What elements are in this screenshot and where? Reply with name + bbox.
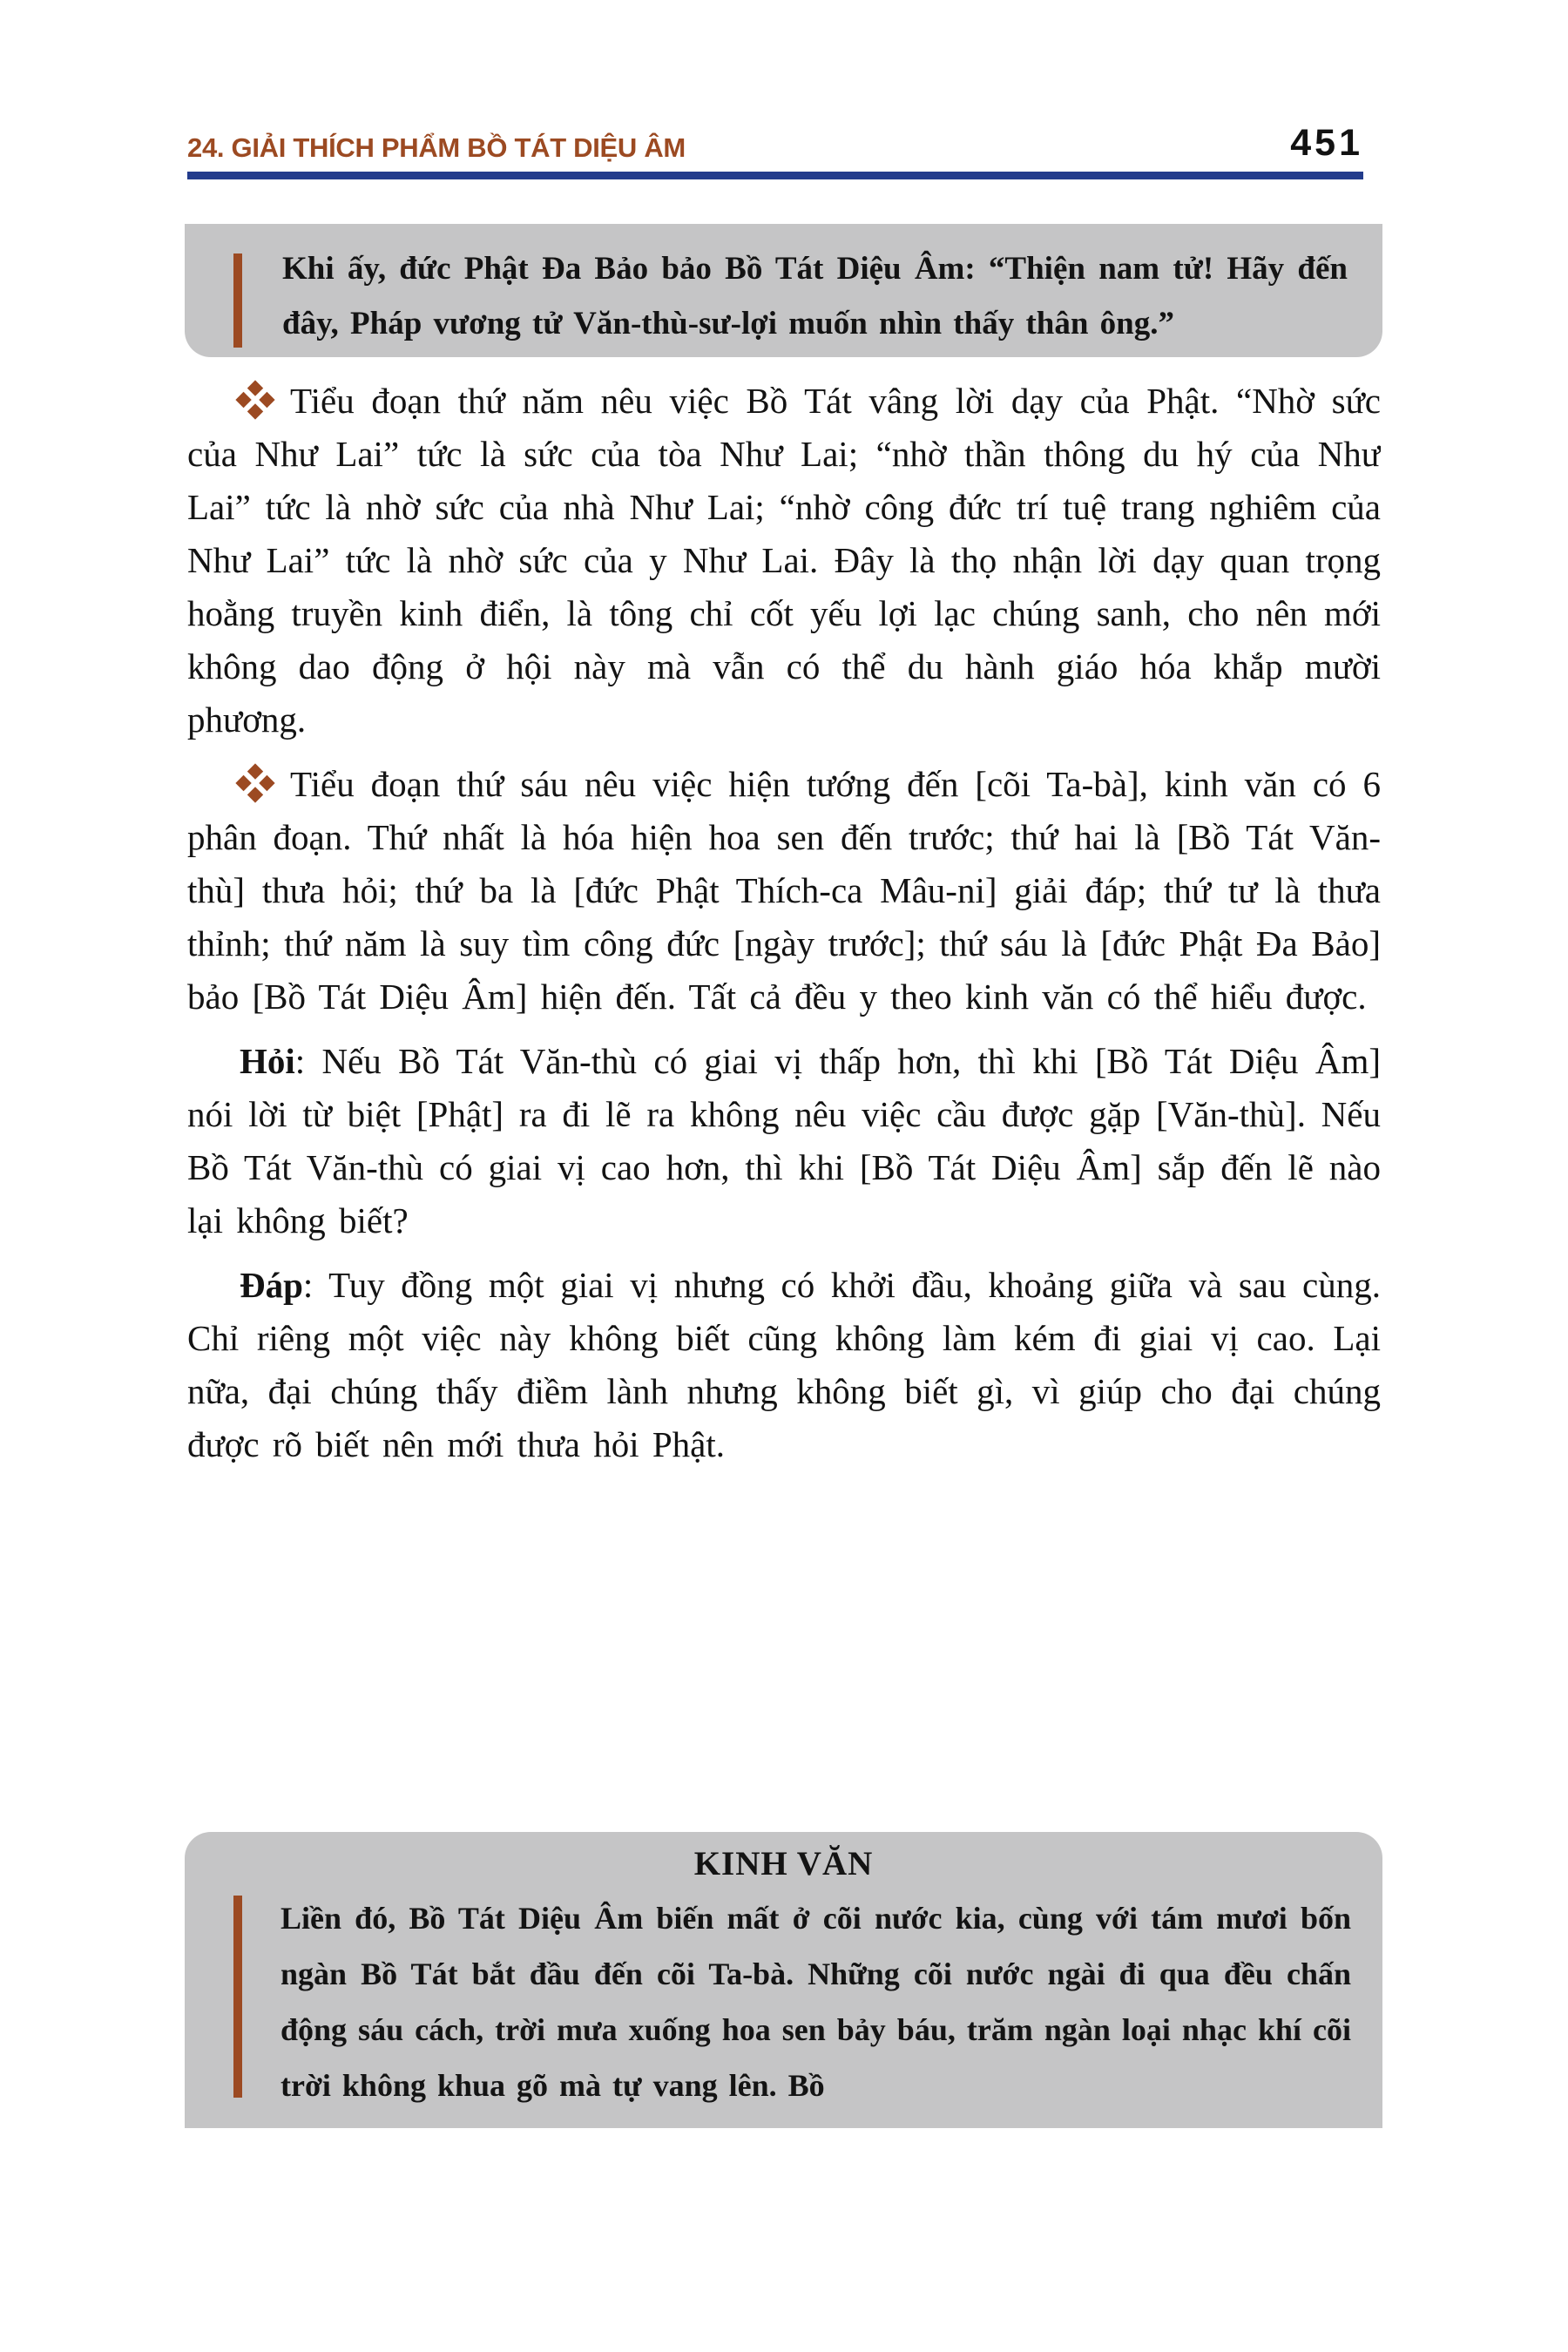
header-rule <box>187 172 1363 179</box>
paragraph-answer <box>187 1259 1381 1471</box>
scripture-box-title: KINH VĂN <box>693 1845 874 1882</box>
scripture-box <box>185 1832 1382 2128</box>
scripture-text: Liền đó, Bồ Tát Diệu Âm biến mất ở cõi nước kia, cùng với tám mươi bốn ngàn Bồ Tát bắt đầu đến cõi Ta-bà. Những cõi nước ngài đi qua đều chấn động sáu cách, trời mưa xuống hoa sen bảy báu, trăm ngàn loại nhạc khí cõi trời không khua gõ mà tự vang lên. Bồ <box>280 1901 1351 2103</box>
paragraph-six <box>187 758 1381 1024</box>
running-header-chapter-title: 24. GIẢI THÍCH PHẨM BỒ TÁT DIỆU ÂM <box>187 132 686 163</box>
paragraph-text: : Tuy đồng một giai vị nhưng có khởi đầu, khoảng giữa và sau cùng. Chỉ riêng một việc này không biết cũng không làm kém đi giai vị cao. Lại nữa, đại chúng thấy điềm lành nhưng không biết gì, vì giúp cho đại chúng được rõ biết nên mới thưa hỏi Phật. <box>187 1265 1381 1464</box>
body-text-block <box>187 375 1381 1825</box>
page-number: 451 <box>1290 122 1363 164</box>
scripture-box-body <box>185 1890 1382 2113</box>
paragraph-text: Tiểu đoạn thứ sáu nêu việc hiện tướng đến [cõi Ta-bà], kinh văn có 6 phân đoạn. Thứ nhất là hóa hiện hoa sen đến trước; thứ hai là [Bồ Tát Văn-thù] thưa hỏi; thứ ba là [đức Phật Thích-ca Mâu-ni] giải đáp; thứ tư là thưa thỉnh; thứ năm là suy tìm công đức [ngày trước]; thứ sáu là [đức Phật Đa Bảo] bảo [Bồ Tát Diệu Âm] hiện đến. Tất cả đều y theo kinh văn có thể hiểu được. <box>187 764 1381 1017</box>
paragraph-five <box>187 375 1381 747</box>
question-label: Hỏi <box>240 1041 295 1081</box>
paragraph-text: : Nếu Bồ Tát Văn-thù có giai vị thấp hơn, thì khi [Bồ Tát Diệu Âm] nói lời từ biệt [Phật] ra đi lẽ ra không nêu việc cầu được gặp [Văn-thù]. Nếu Bồ Tát Văn-thù có giai vị cao hơn, thì khi [Bồ Tát Diệu Âm] sắp đến lẽ nào lại không biết? <box>187 1041 1381 1240</box>
quote-left-bar <box>233 1896 242 2098</box>
answer-label: Đáp <box>240 1265 303 1305</box>
diamond-bullet-icon <box>235 763 274 802</box>
paragraph-text: Tiểu đoạn thứ năm nêu việc Bồ Tát vâng lời dạy của Phật. “Nhờ sức của Như Lai” tức là sức của tòa Như Lai; “nhờ thần thông du hý của Như Lai” tức là nhờ sức của nhà Như Lai; “nhờ công đức trí tuệ trang nghiêm của Như Lai” tức là nhờ sức của y Như Lai. Đây là thọ nhận lời dạy quan trọng hoằng truyền kinh điển, là tông chỉ cốt yếu lợi lạc chúng sanh, cho nên mới không dao động ở hội này mà vẫn có thể du hành giáo hóa khắp mười phương. <box>187 381 1381 740</box>
quote-left-bar <box>233 253 242 348</box>
quote-top-text: Khi ấy, đức Phật Đa Bảo bảo Bồ Tát Diệu Âm: “Thiện nam tử! Hãy đến đây, Pháp vương tử Văn-thù-sư-lợi muốn nhìn thấy thân ông.” <box>282 251 1348 341</box>
paragraph-question <box>187 1035 1381 1247</box>
quote-box-top <box>185 224 1382 357</box>
diamond-bullet-icon <box>235 380 274 419</box>
